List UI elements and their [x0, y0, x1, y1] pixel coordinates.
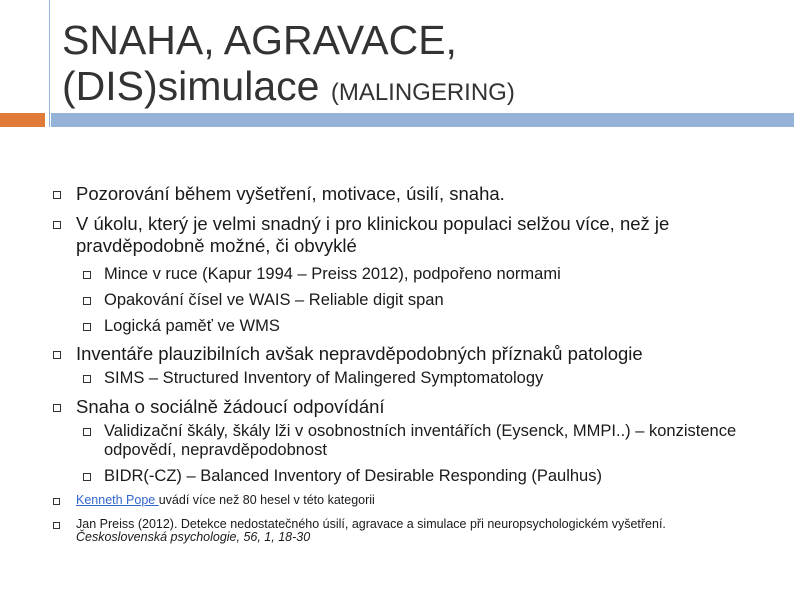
- citation-journal: Československá psychologie, 56, 1, 18-30: [76, 530, 311, 544]
- list-item-text: Snaha o sociálně žádoucí odpovídání: [76, 396, 385, 417]
- square-bullet-icon: [83, 297, 91, 305]
- square-bullet-icon: [83, 375, 91, 383]
- square-bullet-icon: [83, 428, 91, 436]
- list-item-text: Inventáře plauzibilních avšak nepravděpodobných příznaků patologie: [76, 343, 643, 364]
- slide-title: [62, 17, 782, 116]
- list-item-text: [76, 518, 716, 544]
- kenneth-pope-link[interactable]: Kenneth Pope: [76, 493, 159, 507]
- title-divider-line: [49, 0, 50, 127]
- square-bullet-icon: [53, 191, 61, 199]
- citation-text: Jan Preiss (2012). Detekce nedostatečného úsilí, agravace a simulace při neuropsychologickém vyšetření.: [76, 517, 666, 531]
- list-item-text: BIDR(-CZ) – Balanced Inventory of Desirable Responding (Paulhus): [104, 467, 602, 485]
- title-line-2: (DIS)simulace: [62, 63, 331, 109]
- list-item-text: [76, 494, 716, 507]
- title-line-2-small: (MALINGERING): [330, 79, 515, 106]
- list-item-text: SIMS – Structured Inventory of Malingered Symptomatology: [104, 369, 544, 387]
- square-bullet-icon: [83, 323, 91, 331]
- square-bullet-icon: [53, 522, 60, 529]
- square-bullet-icon: [53, 404, 61, 412]
- list-item-text: Validizační škály, škály lži v osobnostních inventářích (Eysenck, MMPI..) – konzistence odpovědí, nepravděpodobnost: [104, 422, 737, 459]
- accent-bar-orange: [0, 113, 45, 127]
- list-item-text-rest: uvádí více než 80 hesel v této kategorii: [158, 493, 375, 507]
- list-item-text: V úkolu, který je velmi snadný i pro klinickou populaci selžou více, než je pravděpodobně možné, či obvyklé: [76, 213, 670, 256]
- list-item-text: Opakování čísel ve WAIS – Reliable digit span: [104, 291, 444, 309]
- title-line-1: SNAHA, AGRAVACE,: [62, 17, 457, 63]
- square-bullet-icon: [53, 351, 61, 359]
- list-item-text: Pozorování během vyšetření, motivace, úsilí, snaha.: [76, 183, 505, 204]
- list-item-text: Mince v ruce (Kapur 1994 – Preiss 2012), podpořeno normami: [104, 265, 561, 283]
- square-bullet-icon: [53, 498, 60, 505]
- square-bullet-icon: [53, 221, 61, 229]
- square-bullet-icon: [83, 473, 91, 481]
- list-item-text: Logická paměť ve WMS: [104, 317, 280, 335]
- square-bullet-icon: [83, 271, 91, 279]
